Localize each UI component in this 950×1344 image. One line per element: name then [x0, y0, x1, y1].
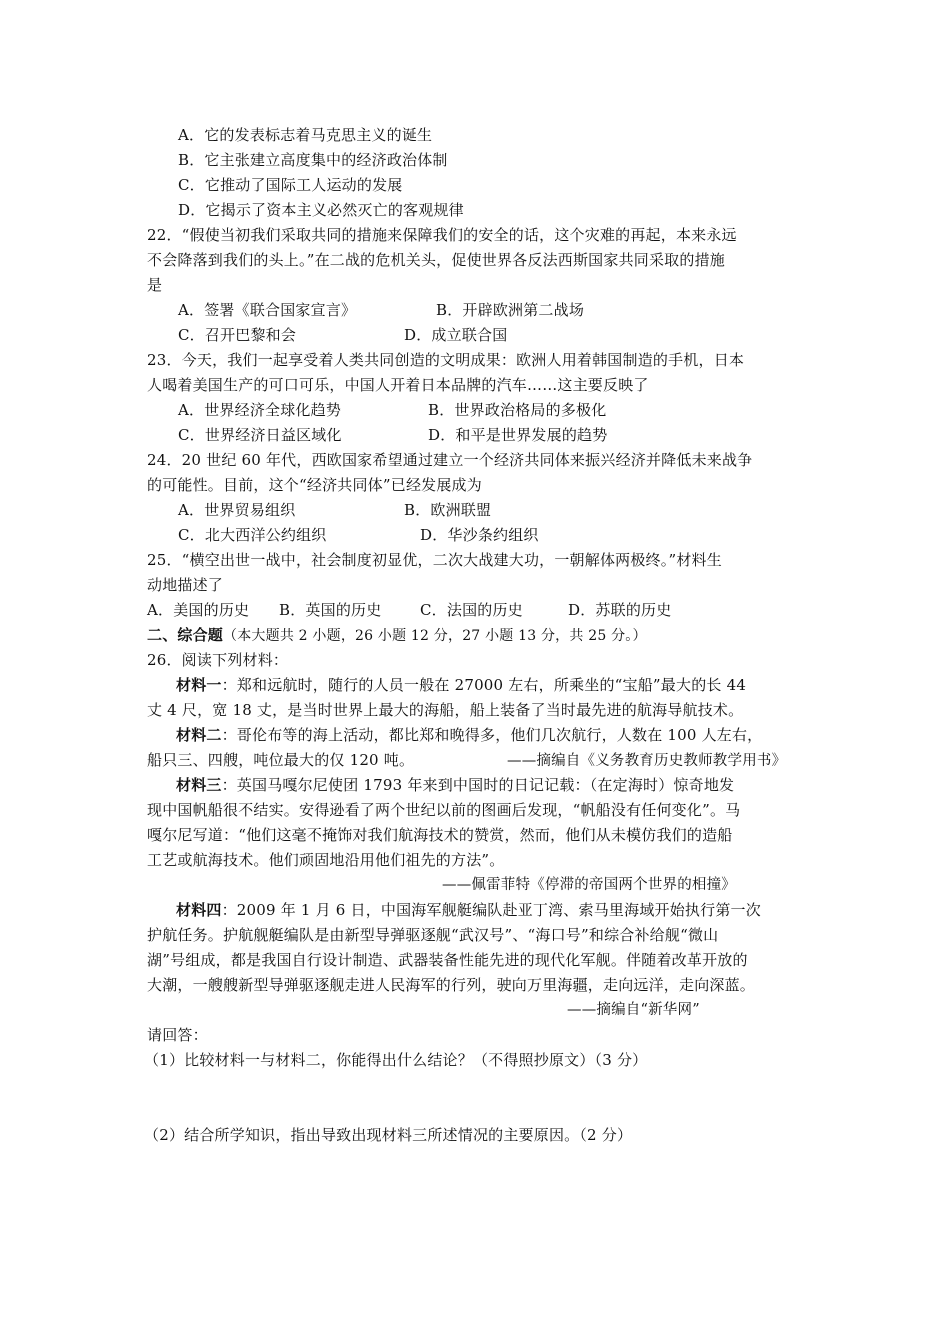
- material4-source: ——摘编自“新华网”: [567, 1002, 700, 1018]
- q22-options-row2: [178, 324, 507, 346]
- q25-option-d: D．苏联的历史: [568, 601, 672, 619]
- q23-options-row2: [178, 424, 607, 446]
- q24-option-b: B．欧洲联盟: [404, 501, 492, 519]
- q21-option-c: C．它推动了国际工人运动的发展: [178, 176, 403, 194]
- q24-options-row1: [178, 499, 491, 521]
- q22-stem-line1: 22．“假使当初我们采取共同的措施来保障我们的安全的话，这个灾难的再起，本来永远: [147, 226, 737, 244]
- material2-line2: [147, 749, 786, 771]
- q22-option-a: A．签署《联合国家宣言》: [178, 301, 357, 319]
- q22-option-d: D．成立联合国: [404, 326, 508, 344]
- material3-line2: 现中国帆船很不结实。安得逊看了两个世纪以前的图画后发现，“帆船没有任何变化”。马: [147, 801, 741, 819]
- q24-option-a: A．世界贸易组织: [178, 501, 296, 519]
- q25-stem-line2: 动地描述了: [147, 576, 224, 594]
- section2-title: 二、综合题: [147, 626, 224, 644]
- material1-line2: 丈 4 尺，宽 18 丈，是当时世界上最大的海船，船上装备了当时最先进的航海导航技术。: [147, 701, 744, 719]
- q22-stem-line3: 是: [147, 276, 163, 294]
- material2-source: ——摘编自《义务教育历史教师教学用书》: [507, 753, 787, 769]
- material3-text-1: ：英国马嘎尔尼使团 1793 年来到中国时的日记记载：（在定海时）惊奇地发: [221, 776, 735, 794]
- material1-label: 材料一: [176, 676, 222, 694]
- q22-stem-line2: 不会降落到我们的头上。”在二战的危机关头，促使世界各反法西斯国家共同采取的措施: [147, 251, 725, 269]
- q24-option-d: D．华沙条约组织: [420, 526, 539, 544]
- material3-source: ——佩雷菲特《停滞的帝国两个世界的相撞》: [442, 877, 736, 893]
- material3-line4: 工艺或航海技术。他们顽固地沿用他们祖先的方法”。: [147, 851, 505, 869]
- q25-option-c: C．法国的历史: [420, 601, 523, 619]
- material4-line2: 护航任务。护航舰艇编队是由新型导弹驱逐舰“武汉号”、“海口号”和综合补给舰“微山: [147, 926, 719, 944]
- q25-stem-line1: 25．“横空出世一战中，社会制度初显优，二次大战建大功，一朝解体两极终。”材料生: [147, 551, 722, 569]
- q24-stem-line1: 24．20 世纪 60 年代，西欧国家希望通过建立一个经济共同体来振兴经济并降低未来战争: [147, 451, 753, 469]
- answer-prompt: 请回答：: [147, 1026, 208, 1044]
- q22-option-b: B．开辟欧洲第二战场: [436, 301, 585, 319]
- q23-option-d: D．和平是世界发展的趋势: [428, 426, 608, 444]
- q21-option-b: B．它主张建立高度集中的经济政治体制: [178, 151, 448, 169]
- section2-note: （本大题共 2 小题，26 小题 12 分，27 小题 13 分，共 25 分。）: [223, 628, 647, 644]
- q23-stem-line1: 23．今天，我们一起享受着人类共同创造的文明成果：欧洲人用着韩国制造的手机，日本: [147, 351, 745, 369]
- q23-options-row1: [178, 399, 606, 421]
- material1-text-1: ：郑和远航时，随行的人员一般在 27000 左右，所乘坐的“宝船”最大的长 44: [221, 676, 747, 694]
- material3-label: 材料三: [176, 776, 222, 794]
- q21-option-a: A．它的发表标志着马克思主义的诞生: [178, 126, 433, 144]
- q21-option-d: D．它揭示了资本主义必然灭亡的客观规律: [178, 201, 464, 219]
- q22-option-c: C．召开巴黎和会: [178, 326, 297, 344]
- material3-line3: 嘎尔尼写道：“他们这毫不掩饰对我们航海技术的赞赏，然而，他们从未模仿我们的造船: [147, 826, 733, 844]
- material4-label: 材料四: [176, 901, 222, 919]
- material4-line4: 大潮，一艘艘新型导弹驱逐舰走进人民海军的行列，驶向万里海疆，走向远洋，走向深蓝。: [147, 976, 756, 994]
- q24-options-row2: [178, 524, 539, 546]
- q23-stem-line2: 人喝着美国生产的可口可乐，中国人开着日本品牌的汽车……这主要反映了: [147, 376, 649, 394]
- q25-option-b: B．英国的历史: [279, 601, 382, 619]
- q23-option-b: B．世界政治格局的多极化: [428, 401, 607, 419]
- section2-heading: [147, 624, 647, 646]
- material4-line3: 湖”号组成，都是我国自行设计制造、武器装备性能先进的现代化军舰。伴随着改革开放的: [147, 951, 748, 969]
- q22-options-row1: [178, 299, 584, 321]
- q25-option-a: A．美国的历史: [147, 601, 250, 619]
- q24-stem-line2: 的可能性。目前，这个“经济共同体”已经发展成为: [147, 476, 482, 494]
- material3-line1: [176, 774, 734, 796]
- material2-text-2: 船只三、四艘，吨位最大的仅 120 吨。: [147, 751, 415, 769]
- material2-line1: [176, 724, 762, 746]
- sub-question-1: （1）比较材料一与材料二，你能得出什么结论？（不得照抄原文）（3 分）: [144, 1051, 648, 1069]
- q23-option-c: C．世界经济日益区域化: [178, 426, 342, 444]
- material2-text-1: ：哥伦布等的海上活动，都比郑和晚得多，他们几次航行，人数在 100 人左右，: [221, 726, 763, 744]
- material4-line1: [176, 899, 761, 921]
- material2-label: 材料二: [176, 726, 222, 744]
- q23-option-a: A．世界经济全球化趋势: [178, 401, 342, 419]
- sub-question-2: （2）结合所学知识，指出导致出现材料三所述情况的主要原因。（2 分）: [144, 1126, 633, 1144]
- material4-text-1: ：2009 年 1 月 6 日，中国海军舰艇编队赴亚丁湾、索马里海域开始执行第一次: [221, 901, 761, 919]
- q25-options-row: [147, 599, 671, 621]
- q26-intro: 26．阅读下列材料：: [147, 651, 289, 669]
- material1-line1: [176, 674, 746, 696]
- q24-option-c: C．北大西洋公约组织: [178, 526, 327, 544]
